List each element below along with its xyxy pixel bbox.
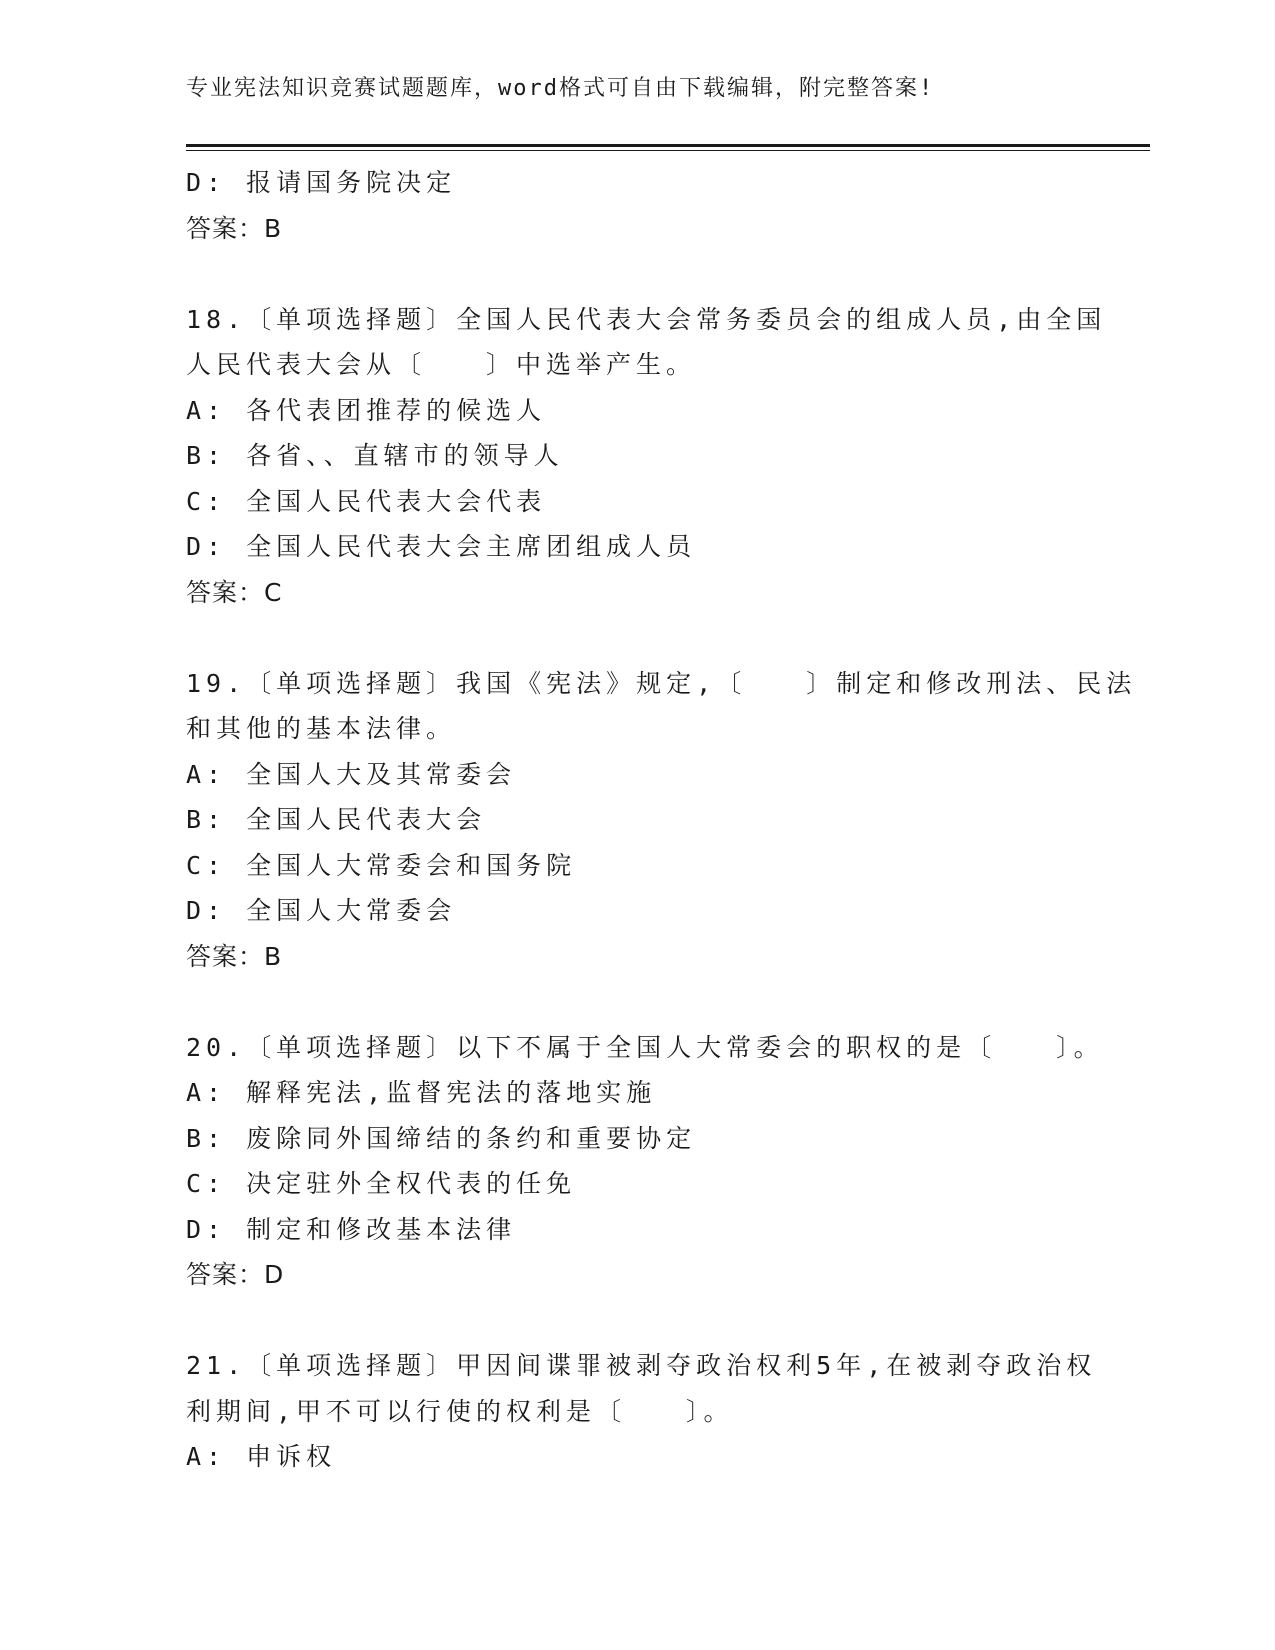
page-header: 专业宪法知识竞赛试题题库，word格式可自由下载编辑，附完整答案! [186,76,935,101]
question-21-stem-line-2: 利期间,甲不可以行使的权利是〔 〕。 [186,1396,734,1426]
question-18-stem-line-2: 人民代表大会从〔 〕中选举产生。 [186,350,697,379]
question-19-stem-line-1: 19.〔单项选择题〕我国《宪法》规定,〔 〕制定和修改刑法、民法 [186,668,1137,698]
question-20-answer: 答案：D [186,1260,285,1289]
question-19-answer: 答案：B [186,941,283,971]
spacer [186,979,1086,1025]
spacer [186,615,1086,661]
header-rule-thin [186,150,1150,151]
answer-line: 答案：B [186,213,283,243]
option-d: D: 报请国务院决定 [186,168,457,197]
question-19-option-a: A: 全国人大及其常委会 [186,759,517,789]
question-21-option-a: A: 申诉权 [186,1442,337,1471]
question-21-stem-line-1: 21.〔单项选择题〕甲因间谍罪被剥夺政治权利5年,在被剥夺政治权 [186,1351,1097,1380]
question-18-option-a: A: 各代表团推荐的候选人 [186,395,547,425]
question-20-option-a: A: 解释宪法,监督宪法的落地实施 [186,1078,657,1107]
header-rule-thick [186,144,1150,147]
spacer [186,251,1086,297]
spacer [186,1298,1086,1344]
question-20-option-c: C: 决定驻外全权代表的任免 [186,1169,577,1198]
question-18-option-d: D: 全国人民代表大会主席团组成人员 [186,532,697,561]
question-20-option-b: B: 废除同外国缔结的条约和重要协定 [186,1123,697,1153]
question-18-option-c: C: 全国人民代表大会代表 [186,486,547,516]
question-18-stem-line-1: 18.〔单项选择题〕全国人民代表大会常务委员会的组成人员,由全国 [186,304,1107,334]
question-19-option-c: C: 全国人大常委会和国务院 [186,850,577,880]
question-19-option-d: D: 全国人大常委会 [186,896,457,925]
question-19-stem-line-2: 和其他的基本法律。 [186,714,457,743]
question-20-option-d: D: 制定和修改基本法律 [186,1214,517,1244]
question-19-option-b: B: 全国人民代表大会 [186,805,487,834]
question-20-stem-line-1: 20.〔单项选择题〕以下不属于全国人大常委会的职权的是〔 〕。 [186,1032,1104,1062]
question-18-answer: 答案：C [186,577,283,607]
question-list [186,160,1137,1480]
question-18-option-b: B: 各省、、直辖市的领导人 [186,441,564,470]
